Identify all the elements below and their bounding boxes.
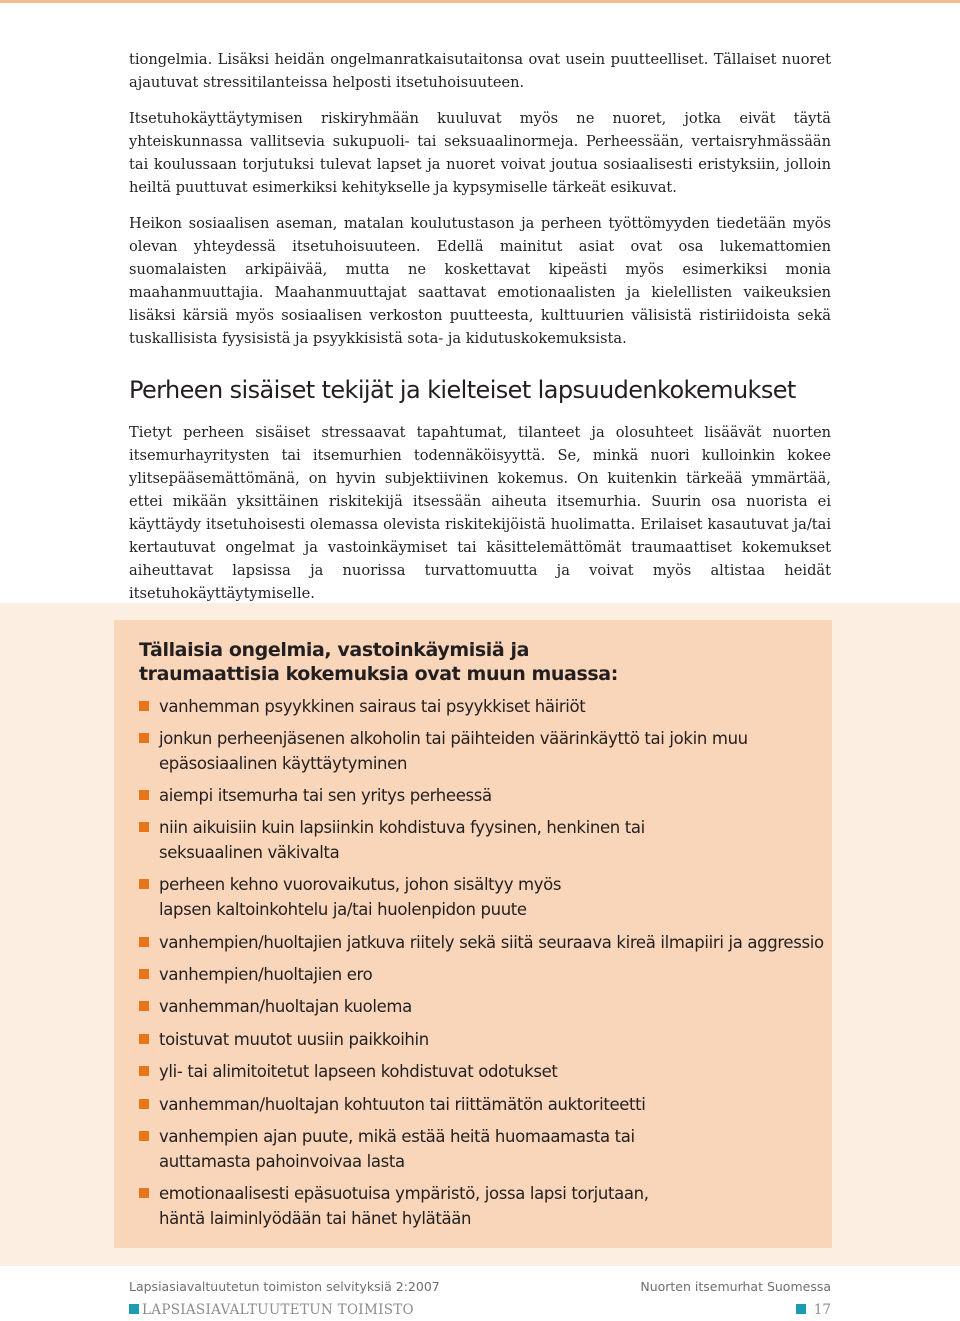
square-marker-icon: [129, 1304, 139, 1314]
square-bullet-icon: [139, 822, 149, 832]
info-box: [114, 620, 832, 1248]
footer-publication: Lapsiasiavaltuutetun toimiston selvityksiä 2:2007: [129, 1279, 440, 1294]
list-item: vanhemman/huoltajan kohtuuton tai riittämätön auktoriteetti: [139, 1092, 829, 1117]
info-box-title-line-2: traumaattisia kokemuksia ovat muun muassa:: [139, 663, 618, 685]
square-bullet-icon: [139, 1034, 149, 1044]
footer-title: Nuorten itsemurhat Suomessa: [640, 1279, 831, 1294]
list-item: perheen kehno vuorovaikutus, johon sisältyy myös lapsen kaltoinkohtelu ja/tai huolenpidon puute: [139, 872, 829, 922]
list-item: aiempi itsemurha tai sen yritys perheessä: [139, 783, 829, 808]
paragraph-1: tiongelmia. Lisäksi heidän ongelmanratkaisutaitonsa ovat usein puutteelliset. Tällaiset nuoret ajautuvat stressitilanteissa helposti itsetuhoisuuteen.: [129, 51, 831, 91]
square-bullet-icon: [139, 1131, 149, 1141]
list-item: vanhemman/huoltajan kuolema: [139, 994, 829, 1019]
list-item: emotionaalisesti epäsuotuisa ympäristö, jossa lapsi torjutaan, häntä laiminlyödään tai hänet hylätään: [139, 1181, 829, 1231]
square-bullet-icon: [139, 879, 149, 889]
list-item: jonkun perheenjäsenen alkoholin tai päihteiden väärinkäyttö tai jokin muu epäsosiaalinen käyttäytyminen: [139, 726, 829, 776]
footer-organization: LAPSIASIAVALTUUTETUN TOIMISTO: [129, 1302, 414, 1318]
list-item: vanhempien ajan puute, mikä estää heitä huomaamasta tai auttamasta pahoinvoivaa lasta: [139, 1124, 829, 1174]
square-bullet-icon: [139, 701, 149, 711]
square-bullet-icon: [139, 969, 149, 979]
square-marker-icon: [796, 1304, 806, 1314]
list-item: toistuvat muutot uusiin paikkoihin: [139, 1027, 829, 1052]
list-item: yli- tai alimitoitetut lapseen kohdistuvat odotukset: [139, 1059, 829, 1084]
square-bullet-icon: [139, 1001, 149, 1011]
page-number: 17: [796, 1302, 831, 1318]
paragraph-2: Itsetuhokäyttäytymisen riskiryhmään kuuluvat myös ne nuoret, jotka eivät täytä yhteiskunnassa vallitsevia sukupuoli- tai seksuaalinormeja. Perheessään, vertaisryhmässään tai koulussaan torjutuksi tulevat lapset ja nuoret voivat joutua sosiaalisesti eristyksiin, jolloin heiltä puuttuvat esimerkiksi kehitykselle ja kypsymiselle tärkeät esikuvat.: [129, 110, 831, 196]
section-heading: Perheen sisäiset tekijät ja kielteiset lapsuudenkokemukset: [129, 376, 796, 404]
square-bullet-icon: [139, 733, 149, 743]
list-item: niin aikuisiin kuin lapsiinkin kohdistuva fyysinen, henkinen tai seksuaalinen väkivalta: [139, 815, 829, 865]
paragraph-4: Tietyt perheen sisäiset stressaavat tapahtumat, tilanteet ja olosuhteet lisäävät nuorten itsemurhayritysten tai itsemurhien todennäköisyyttä. Se, minkä nuori kulloinkin kokee ylitsepääsemättömänä, on hyvin subjektiivinen kokemus. On kuitenkin tärkeää ymmärtää, ettei mikään yksittäinen riskitekijä itsessään aiheuta itsemurhia. Suurin osa nuorista ei käyttäydy itsetuhoisesti olemassa olevista riskitekijöistä huolimatta. Erilaiset kasautuvat ja/tai kertautuvat ongelmat ja vastoinkäymiset tai käsittelemättömät traumaattiset kokemukset aiheuttavat lapsissa ja nuorissa turvattomuutta ja voivat myös altistaa heidät itsetuhokäyttäytymiselle.: [129, 424, 831, 602]
info-box-title-line-1: Tällaisia ongelmia, vastoinkäymisiä ja: [139, 639, 530, 661]
list-item: vanhemman psyykkinen sairaus tai psyykkiset häiriöt: [139, 694, 829, 719]
square-bullet-icon: [139, 1066, 149, 1076]
top-rule: [0, 0, 960, 3]
info-box-title: [139, 638, 759, 686]
list-item: vanhempien/huoltajien ero: [139, 962, 829, 987]
paragraph-3: Heikon sosiaalisen aseman, matalan koulutustason ja perheen työttömyyden tiedetään myös olevan yhteydessä itsetuhoisuuteen. Edellä mainitut asiat ovat osa lukemattomien suomalaisten arkipäivää, mutta ne koskettavat kipeästi myös esimerkiksi monia maahanmuuttajia. Maahanmuuttajat saattavat emotionaalisten ja kielellisten vaikeuksien lisäksi kärsiä myös sosiaalisen verkoston puutteesta, kulttuurien välisistä ristiriidoista sekä tuskallisista fyysisistä ja psyykkisistä sota- ja kidutuskokemuksista.: [129, 215, 831, 347]
square-bullet-icon: [139, 937, 149, 947]
square-bullet-icon: [139, 790, 149, 800]
list-item: vanhempien/huoltajien jatkuva riitely sekä siitä seuraava kireä ilmapiiri ja aggressio: [139, 930, 829, 955]
square-bullet-icon: [139, 1099, 149, 1109]
square-bullet-icon: [139, 1188, 149, 1198]
